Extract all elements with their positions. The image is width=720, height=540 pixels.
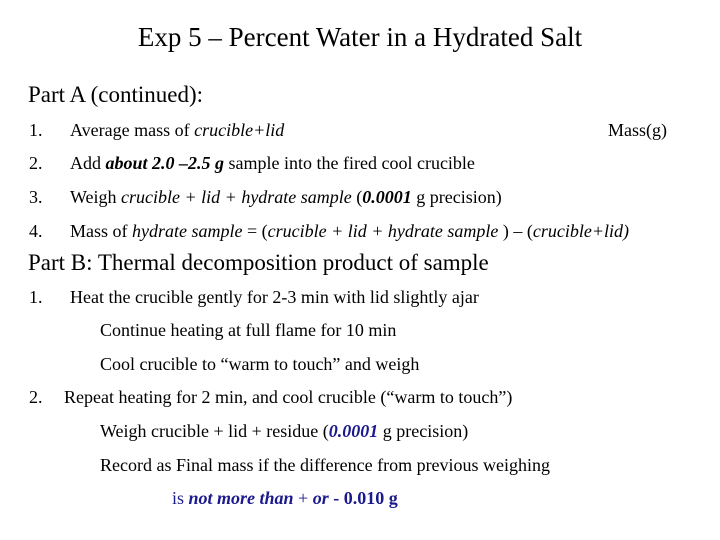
part-b-item-1: Heat the crucible gently for 2-3 min with lid slightly ajar: [70, 287, 479, 307]
part-a-heading: Part A (continued):: [28, 82, 204, 107]
part-b-item-2-sub-1: Weigh crucible + lid + residue (0.0001 g precision): [100, 421, 469, 441]
part-a-item-2: Add about 2.0 –2.5 g sample into the fired cool crucible: [70, 153, 475, 173]
part-b-heading: Part B: Thermal decomposition product of sample: [28, 250, 489, 275]
part-a-item-3-number: 3.: [29, 187, 43, 207]
part-a-item-1-number: 1.: [29, 120, 43, 140]
part-b-item-1-sub-2: Cool crucible to “warm to touch” and weigh: [100, 354, 420, 374]
part-b-item-2-number: 2.: [29, 387, 43, 407]
part-a-item-2-number: 2.: [29, 153, 43, 173]
part-a-item-1: Average mass of crucible+lid: [70, 120, 285, 140]
slide-title: Exp 5 – Percent Water in a Hydrated Salt: [137, 22, 583, 52]
mass-column-header: Mass(g): [608, 120, 667, 140]
part-b-item-2-sub-2: Record as Final mass if the difference from previous weighing: [100, 455, 551, 475]
part-b-item-1-sub-1: Continue heating at full flame for 10 min: [100, 320, 397, 340]
part-b-tolerance-note: is not more than + or - 0.010 g: [172, 488, 398, 508]
part-a-item-4-number: 4.: [29, 221, 43, 241]
part-a-item-4: Mass of hydrate sample = (crucible + lid + hydrate sample ) – (crucible+lid): [70, 221, 630, 241]
part-a-item-3: Weigh crucible + lid + hydrate sample (0.0001 g precision): [70, 187, 502, 207]
part-b-item-1-number: 1.: [29, 287, 43, 307]
part-b-item-2: Repeat heating for 2 min, and cool crucible (“warm to touch”): [64, 387, 513, 407]
